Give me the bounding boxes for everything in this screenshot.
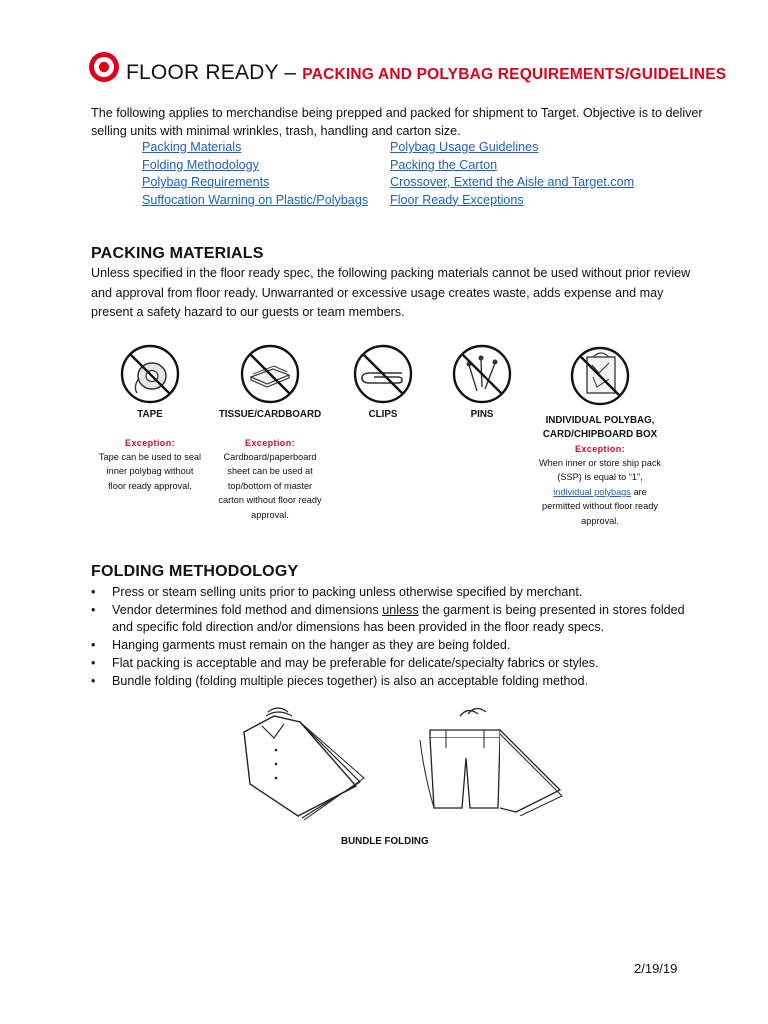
section-heading-packing: PACKING MATERIALS xyxy=(91,245,264,262)
section-heading-folding: FOLDING METHODOLOGY xyxy=(91,563,299,580)
pins-label: PINS xyxy=(470,409,494,420)
no-tape-icon xyxy=(119,343,181,405)
toc-link-suffocation-warning[interactable]: Suffocation Warning on Plastic/Polybags xyxy=(142,192,369,207)
toc-link-folding-methodology[interactable]: Folding Methodology xyxy=(142,157,259,172)
no-tissue-cardboard-icon xyxy=(239,343,301,405)
title-subtitle: PACKING AND POLYBAG REQUIREMENTS/GUIDELINES xyxy=(302,66,727,83)
bundle-folding-caption: BUNDLE FOLDING xyxy=(341,836,429,847)
toc-link-exceptions[interactable]: Floor Ready Exceptions xyxy=(390,192,524,207)
tape-label: TAPE xyxy=(137,409,163,420)
tissue-exception-text: Cardboard/paperboard sheet can be used at top/bottom of master carton without floor ready approval. xyxy=(218,452,322,520)
polybag-exception-label: Exception: xyxy=(574,444,625,454)
folding-bullet-3: • Hanging garments must remain on the hanger as they are being folded. xyxy=(91,637,691,655)
packing-item-pins xyxy=(444,343,520,422)
bundle-folded-pants-illustration xyxy=(416,704,566,816)
target-logo-icon xyxy=(88,51,120,83)
bullet2-underlined: unless xyxy=(382,602,419,617)
title-main: FLOOR READY – xyxy=(126,61,303,84)
no-polybag-box-icon xyxy=(569,343,631,411)
folding-bullet-2 xyxy=(91,602,691,637)
clips-label: CLIPS xyxy=(368,409,398,420)
tissue-exception-label: Exception: xyxy=(244,438,295,448)
no-clips-icon xyxy=(352,343,414,405)
intro-paragraph: The following applies to merchandise being prepped and packed for shipment to Target. Objective is to deliver selling units with minimal wrinkles, trash, handling and carton size. xyxy=(91,106,703,138)
toc-link-packing-materials[interactable]: Packing Materials xyxy=(142,140,242,154)
page-title xyxy=(126,62,726,83)
toc-right-column xyxy=(390,139,634,209)
polybag-label-line1: INDIVIDUAL POLYBAG, xyxy=(545,415,655,426)
packing-item-clips xyxy=(343,343,423,422)
polybag-exception-text xyxy=(538,456,662,528)
document-date: 2/19/19 xyxy=(634,961,678,976)
tape-exception-text: Tape can be used to seal inner polybag without floor ready approval. xyxy=(98,452,202,491)
bundle-folded-shirt-illustration xyxy=(238,702,368,820)
packing-paragraph: Unless specified in the floor ready spec, the following packing materials cannot be used without prior review and approval from floor ready. Unwarranted or excessive usage creates waste, adds expense and may present a safety hazard to our guests or team members. xyxy=(91,266,691,319)
bullet2-text-a: Vendor determines fold method and dimensions xyxy=(112,602,383,617)
polybag-label-line2: CARD/CHIPBOARD BOX xyxy=(542,429,658,440)
folding-bullet-list xyxy=(91,584,691,690)
tissue-label: TISSUE/CARDBOARD xyxy=(218,409,322,420)
toc-link-polybag-requirements[interactable]: Polybag Requirements xyxy=(142,175,270,189)
packing-item-polybag-box xyxy=(538,343,662,528)
bullet2-text-b: the garment is being presented in stores folded and specific fold direction and/or dimensions has been provided in the floor ready specs. xyxy=(112,602,685,635)
folding-bullet-1: • Press or steam selling units prior to packing unless otherwise specified by merchant. xyxy=(91,584,691,602)
toc-link-packing-carton[interactable]: Packing the Carton xyxy=(390,157,498,172)
toc-left-column xyxy=(142,139,368,209)
toc-link-polybag-usage[interactable]: Polybag Usage Guidelines xyxy=(390,140,539,154)
no-pins-icon xyxy=(451,343,513,405)
polybag-exception-text-b: are permitted without floor ready approval. xyxy=(542,486,658,526)
tape-exception-label: Exception: xyxy=(124,438,175,448)
individual-polybags-link[interactable]: individual polybags xyxy=(553,486,631,497)
polybag-exception-text-a: When inner or store ship pack (SSP) is equal to “1”, xyxy=(538,458,662,483)
folding-bullet-5: • Bundle folding (folding multiple pieces together) is also an acceptable folding method. xyxy=(91,673,691,691)
packing-item-tape xyxy=(98,343,202,493)
toc-link-crossover[interactable]: Crossover, Extend the Aisle and Target.com xyxy=(390,175,635,189)
folding-bullet-4: • Flat packing is acceptable and may be preferable for delicate/specialty fabrics or styles. xyxy=(91,655,691,673)
packing-item-tissue xyxy=(214,343,326,522)
